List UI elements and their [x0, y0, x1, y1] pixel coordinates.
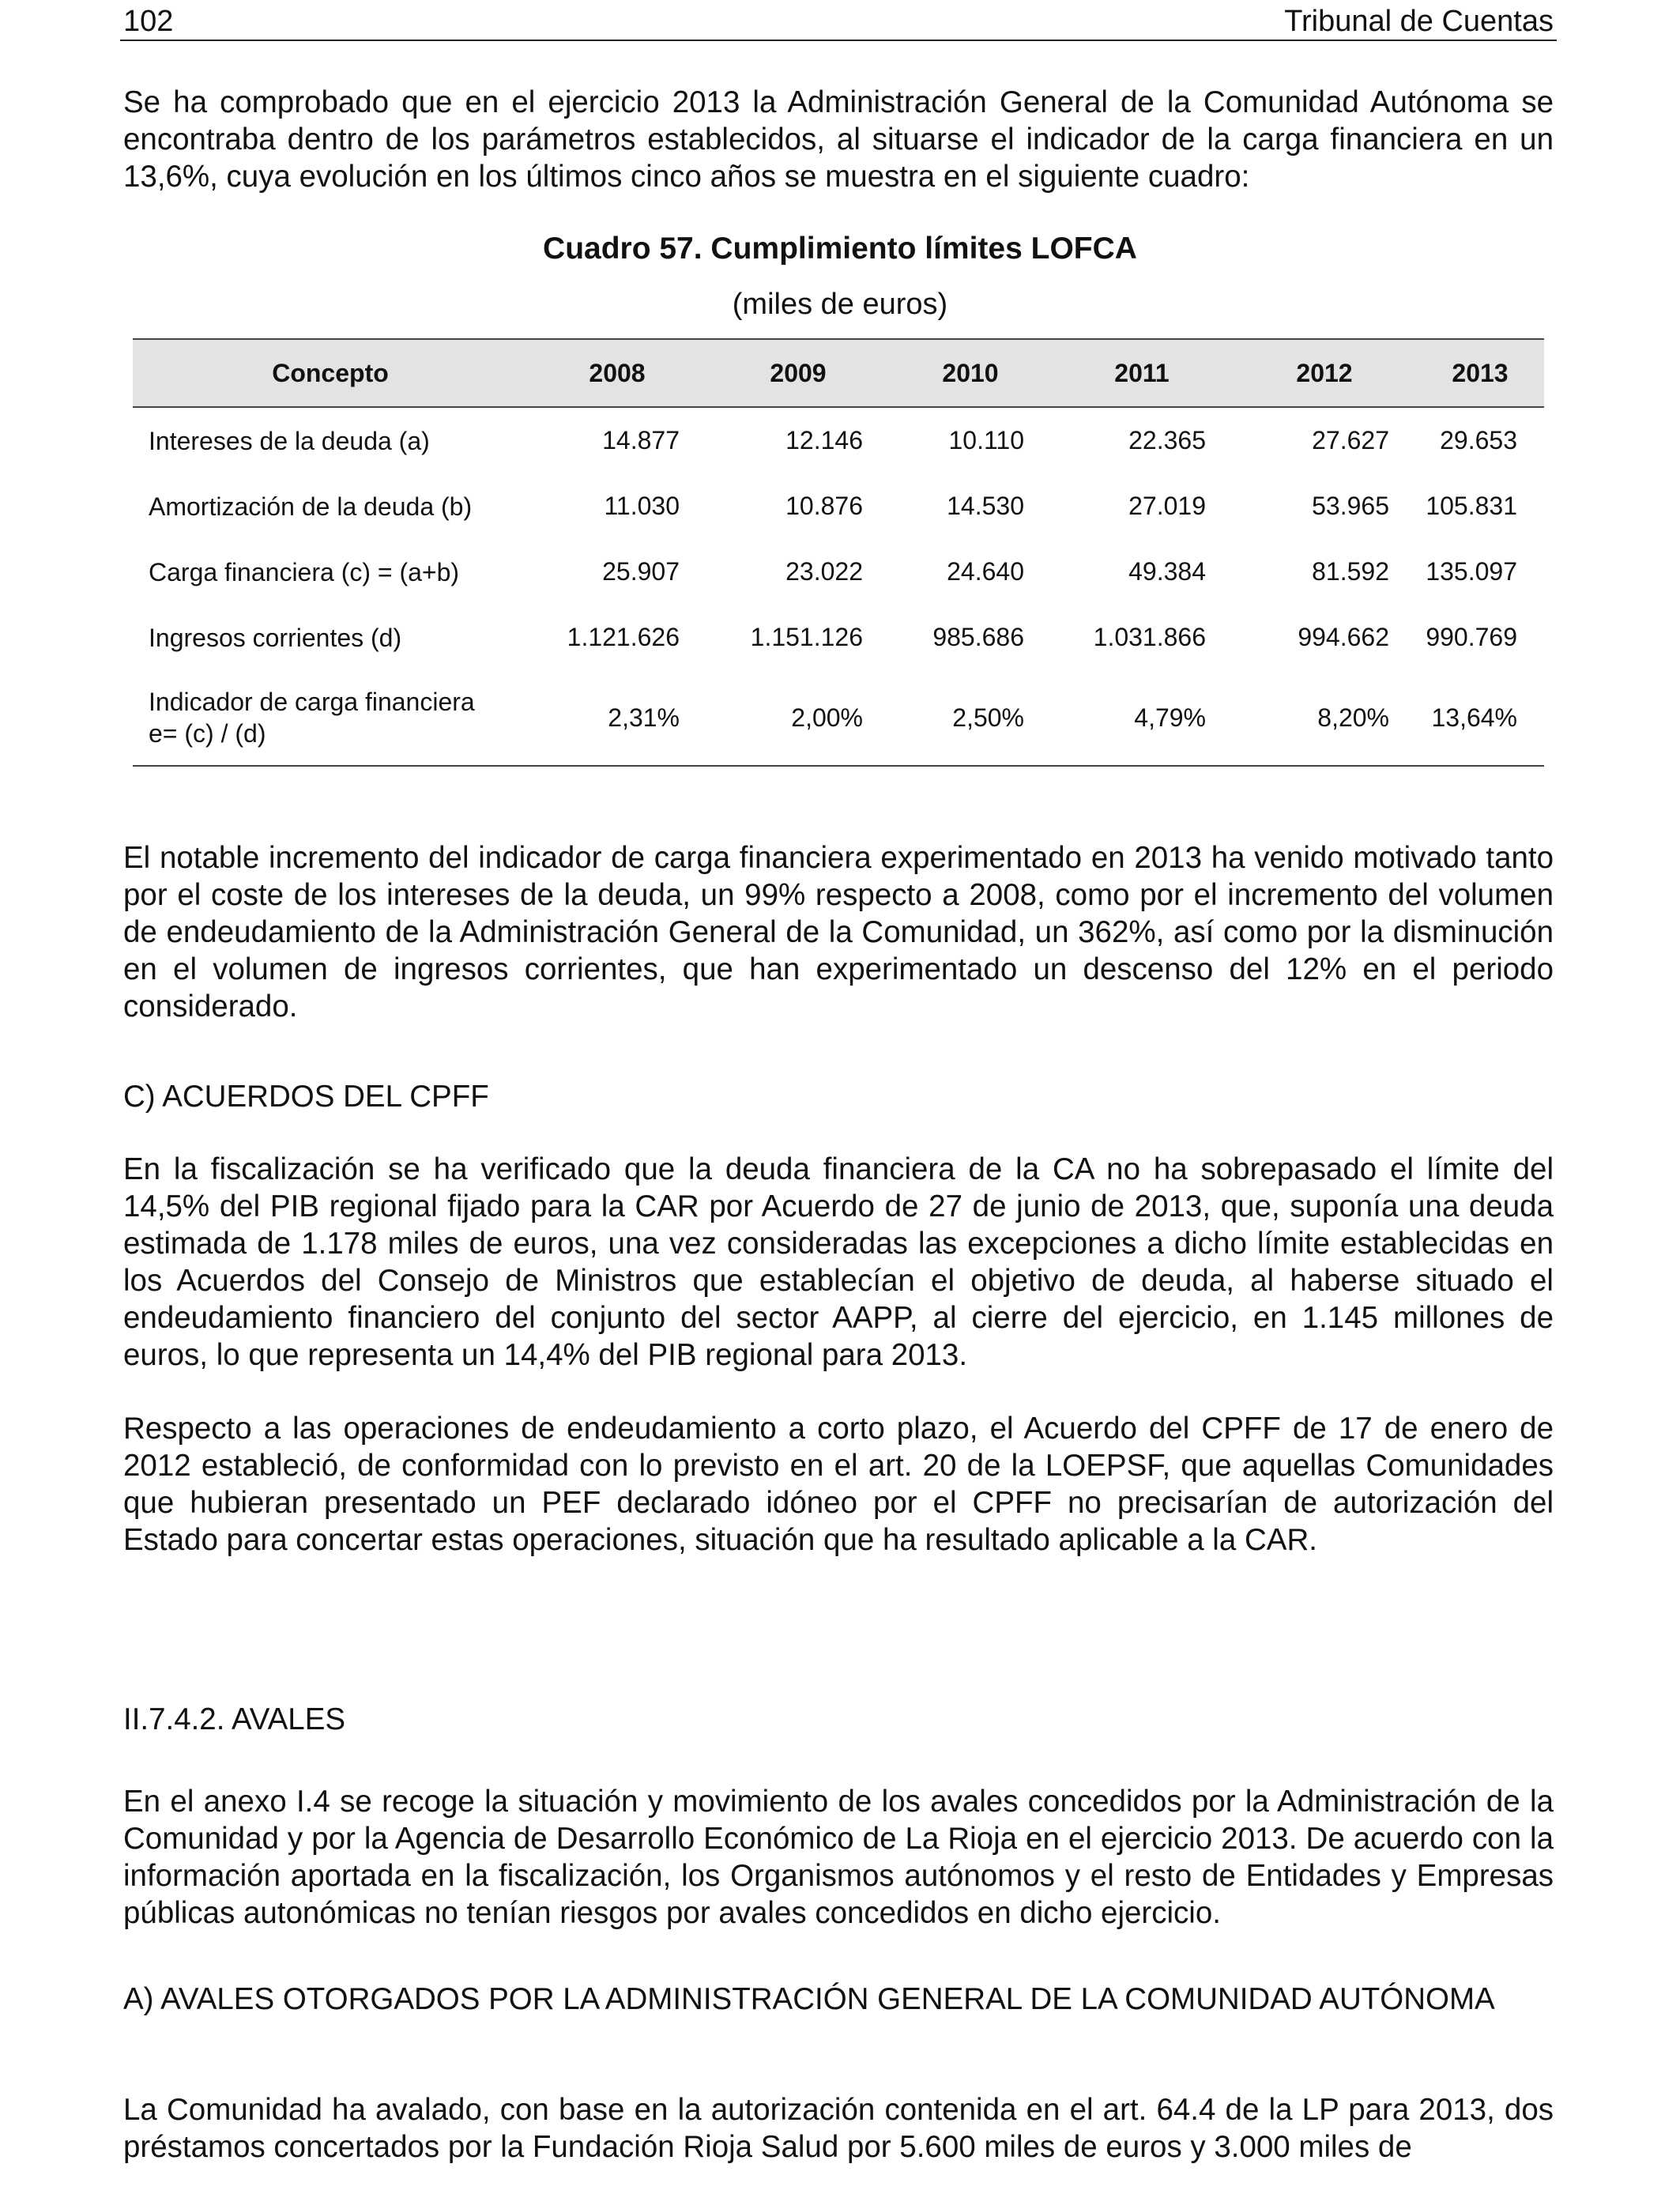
- table-cell: 81.592: [1312, 557, 1389, 586]
- table-cell: 994.662: [1298, 623, 1389, 651]
- analysis-paragraph: El notable incremento del indicador de carga financiera experimentado en 2013 ha venido motivado tanto por el coste de los intereses de la deuda, un 99% respecto a 2008, como por el incremento del volumen de endeudamiento de la Administración General de la Comunidad, un 362%, así como por la disminución en el volumen de ingresos corrientes, que han experimentado un descenso del 12% en el periodo considerado.: [123, 841, 1554, 1023]
- table-cell: 4,79%: [1051, 670, 1233, 766]
- table-cell: 49.384: [1128, 557, 1206, 586]
- row-concept: Amortización de la deuda (b): [149, 492, 473, 521]
- page-number: 102: [123, 5, 174, 38]
- table-cell: 990.769: [1426, 623, 1517, 651]
- table-cell: 10.110: [948, 426, 1024, 454]
- table-cell: 1.031.866: [1093, 623, 1206, 651]
- table-cell: 105.831: [1426, 492, 1517, 520]
- table-cell: 10.876: [785, 492, 863, 520]
- table-cell: 2,00%: [706, 670, 890, 766]
- column-header: 2009: [770, 358, 827, 387]
- table-cell: 27.019: [1128, 492, 1206, 520]
- table-header-row: [133, 339, 1544, 407]
- table-cell: 2,31%: [528, 670, 706, 766]
- table-cell: 135.097: [1426, 557, 1517, 586]
- table-cell: 8,20%: [1233, 670, 1416, 766]
- lofca-table: [133, 338, 1544, 767]
- table-row: [133, 473, 1544, 539]
- table-cell: 2,50%: [890, 670, 1051, 766]
- header-title: Tribunal de Cuentas: [1284, 5, 1554, 38]
- row-concept: Carga financiera (c) = (a+b): [149, 557, 460, 586]
- column-header: Concepto: [272, 358, 389, 387]
- table-cell: 1.151.126: [750, 623, 863, 651]
- table-cell: 22.365: [1128, 426, 1206, 454]
- row-concept: [133, 670, 528, 766]
- avales-paragraph-2: La Comunidad ha avalado, con base en la autorización contenida en el art. 64.4 de la LP para 2013, dos préstamos concertados por la Fundación Rioja Salud por 5.600 miles de euros y 3.000 miles de: [123, 2093, 1554, 2164]
- column-header: 2008: [589, 358, 646, 387]
- table-cell: 25.907: [602, 557, 680, 586]
- column-header: 2012: [1296, 358, 1353, 387]
- table-subtitle: (miles de euros): [732, 288, 948, 321]
- column-header: 2010: [942, 358, 999, 387]
- table-cell: 27.627: [1312, 426, 1389, 454]
- table-cell: 14.530: [947, 492, 1024, 520]
- table-cell: 1.121.626: [567, 623, 680, 651]
- table-title: Cuadro 57. Cumplimiento límites LOFCA: [543, 232, 1137, 266]
- table-cell: 23.022: [785, 557, 863, 586]
- table-cell: 53.965: [1312, 492, 1389, 520]
- avales-paragraph-1: En el anexo I.4 se recoge la situación y movimiento de los avales concedidos por la Administración de la Comunidad y por la Agencia de Desarrollo Económico de La Rioja en el ejercicio 2013. De acuerdo con la información aportada en la fiscalización, los Organismos autónomos y el resto de Entidades y Empresas públicas autonómicas no tenían riesgos por avales concedidos en dicho ejercicio.: [123, 1785, 1554, 1930]
- table-cell: 12.146: [785, 426, 863, 454]
- cpff-paragraph-1: En la fiscalización se ha verificado que la deuda financiera de la CA no ha sobrepasado el límite del 14,5% del PIB regional fijado para la CAR por Acuerdo de 27 de junio de 2013, que, suponía una deuda estimada de 1.178 miles de euros, una vez consideradas las excepciones a dicho límite establecidas en los Acuerdos del Consejo de Ministros que establecían el objetivo de deuda, al haberse situado el endeudamiento financiero del conjunto del sector AAPP, al cierre del ejercicio, en 1.145 millones de euros, lo que representa un 14,4% del PIB regional para 2013.: [123, 1152, 1554, 1372]
- table-cell: 29.653: [1440, 426, 1517, 454]
- table-cell: 11.030: [604, 492, 680, 520]
- table-cell: 14.877: [602, 426, 680, 454]
- page-header: [120, 3, 1557, 41]
- column-header: 2013: [1452, 358, 1509, 387]
- cpff-paragraph-2: Respecto a las operaciones de endeudamiento a corto plazo, el Acuerdo del CPFF de 17 de enero de 2012 estableció, de conformidad con lo previsto en el art. 20 de la LOEPSF, que aquellas Comunidades que hubieran presentado un PEF declarado idóneo por el CPFF no precisarían de autorización del Estado para concertar estas operaciones, situación que ha resultado aplicable a la CAR.: [123, 1412, 1554, 1557]
- row-concept: Ingresos corrientes (d): [149, 623, 402, 652]
- column-header: 2011: [1114, 358, 1170, 387]
- table-cell: 13,64%: [1416, 670, 1544, 766]
- table-cell: 985.686: [932, 623, 1024, 651]
- intro-paragraph: Se ha comprobado que en el ejercicio 2013 la Administración General de la Comunidad Autónoma se encontraba dentro de los parámetros establecidos, al situarse el indicador de la carga financiera en un 13,6%, cuya evolución en los últimos cinco años se muestra en el siguiente cuadro:: [123, 85, 1554, 194]
- table-row: [133, 605, 1544, 670]
- table-row: [133, 407, 1544, 473]
- table-cell: 24.640: [947, 557, 1024, 586]
- row-concept: Intereses de la deuda (a): [149, 426, 430, 455]
- section-heading-avales-otorgados: A) AVALES OTORGADOS POR LA ADMINISTRACIÓN GENERAL DE LA COMUNIDAD AUTÓNOMA: [123, 1982, 1495, 2016]
- section-heading-acuerdos: C) ACUERDOS DEL CPFF: [123, 1080, 489, 1114]
- table-row: [133, 670, 1544, 766]
- table-row: [133, 539, 1544, 605]
- lofca-table-container: [133, 338, 1544, 767]
- section-heading-avales: II.7.4.2. AVALES: [123, 1702, 346, 1736]
- row-concept-line: e= (c) / (d): [149, 719, 266, 748]
- row-concept-line: Indicador de carga financiera: [149, 688, 475, 716]
